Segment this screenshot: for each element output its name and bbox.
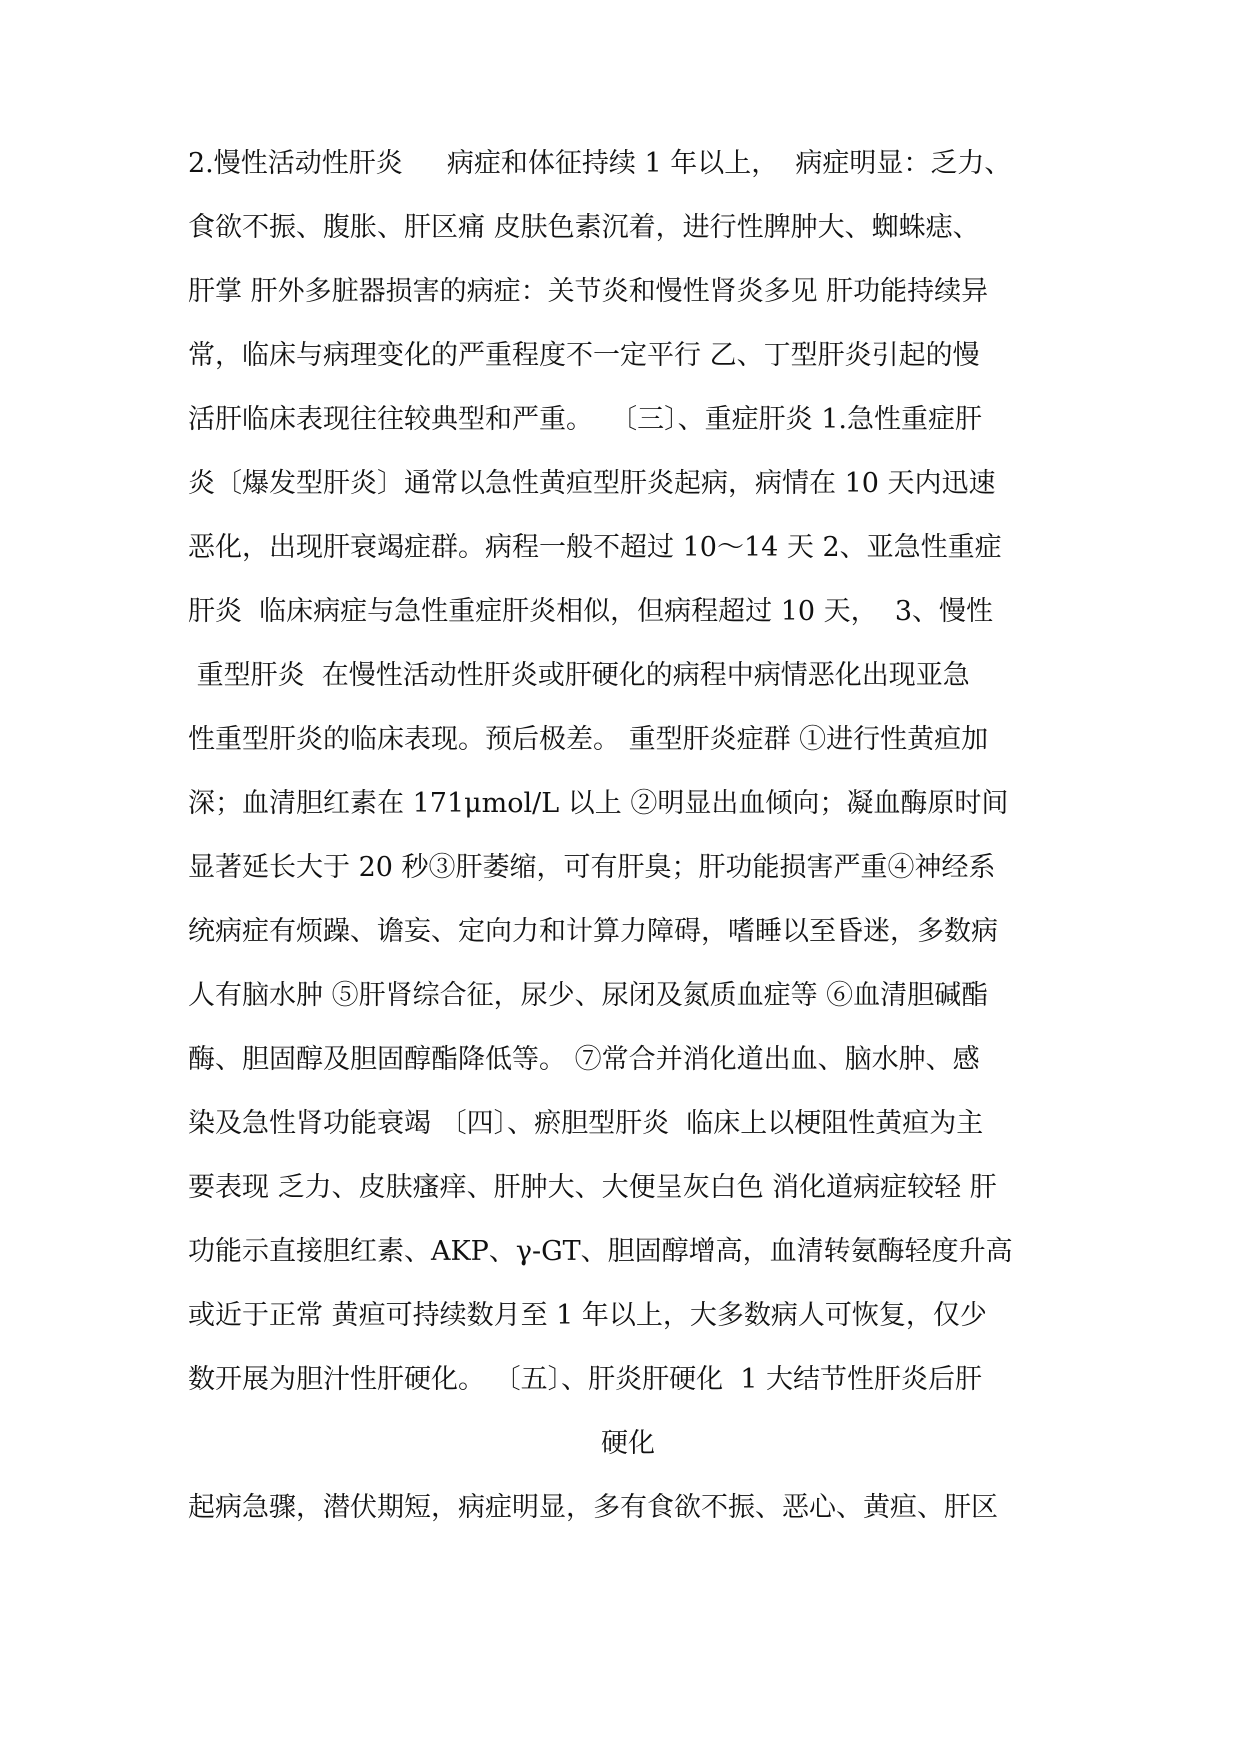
text-line-5: 活肝临床表现往往较典型和严重。 〔三〕、重症肝炎 1.急性重症肝 — [188, 404, 983, 435]
text-line-4: 常，临床与病理变化的严重程度不一定平行 乙、丁型肝炎引起的慢 — [188, 340, 980, 371]
text-line-17: 要表现 乏力、皮肤瘙痒、肝肿大、大便呈灰白色 消化道病症较轻 肝 — [188, 1172, 997, 1203]
section-heading-line: 硬化 — [601, 1428, 655, 1459]
text-line-12: 显著延长大于 20 秒③肝萎缩，可有肝臭；肝功能损害严重④神经系 — [188, 852, 996, 883]
text-line-14: 人有脑水肿 ⑤肝肾综合征，尿少、尿闭及氮质血症等 ⑥血清胆碱酯 — [188, 980, 989, 1011]
text-line-11: 深；血清胆红素在 171μmol/L 以上 ②明显出血倾向；凝血酶原时间 — [188, 788, 1009, 819]
text-line-22: 起病急骤，潜伏期短，病症明显，多有食欲不振、恶心、黄疸、肝区 — [188, 1492, 998, 1523]
text-line-6: 炎〔爆发型肝炎〕通常以急性黄疸型肝炎起病，病情在 10 天内迅速 — [188, 468, 996, 499]
text-line-18: 功能示直接胆红素、AKP、γ-GT、胆固醇增高，血清转氨酶轻度升高 — [188, 1236, 1013, 1267]
text-line-10: 性重型肝炎的临床表现。预后极差。 重型肝炎症群 ①进行性黄疸加 — [188, 724, 989, 755]
text-line-9: 重型肝炎 在慢性活动性肝炎或肝硬化的病程中病情恶化出现亚急 — [188, 660, 970, 691]
text-line-20: 数开展为胆汁性肝硬化。 〔五〕、肝炎肝硬化 1 大结节性肝炎后肝 — [188, 1364, 983, 1395]
text-line-13: 统病症有烦躁、谵妄、定向力和计算力障碍，嗜睡以至昏迷，多数病 — [188, 916, 998, 947]
text-line-2: 食欲不振、腹胀、肝区痛 皮肤色素沉着，进行性脾肿大、蜘蛛痣、 — [188, 212, 980, 243]
body-text — [188, 132, 1068, 1540]
text-line-16: 染及急性肾功能衰竭 〔四〕、瘀胆型肝炎 临床上以梗阻性黄疸为主 — [188, 1108, 984, 1139]
text-line-7: 恶化，出现肝衰竭症群。病程一般不超过 10～14 天 2、亚急性重症 — [188, 532, 1002, 563]
text-line-1: 2.慢性活动性肝炎 病症和体征持续 1 年以上， 病症明显：乏力、 — [188, 148, 1012, 179]
text-line-19: 或近于正常 黄疸可持续数月至 1 年以上，大多数病人可恢复，仅少 — [188, 1300, 987, 1331]
text-line-3: 肝掌 肝外多脏器损害的病症：关节炎和慢性肾炎多见 肝功能持续异 — [188, 276, 989, 307]
text-line-15: 酶、胆固醇及胆固醇酯降低等。 ⑦常合并消化道出血、脑水肿、感 — [188, 1044, 980, 1075]
text-line-8: 肝炎 临床病症与急性重症肝炎相似，但病程超过 10 天， 3、慢性 — [188, 596, 994, 627]
